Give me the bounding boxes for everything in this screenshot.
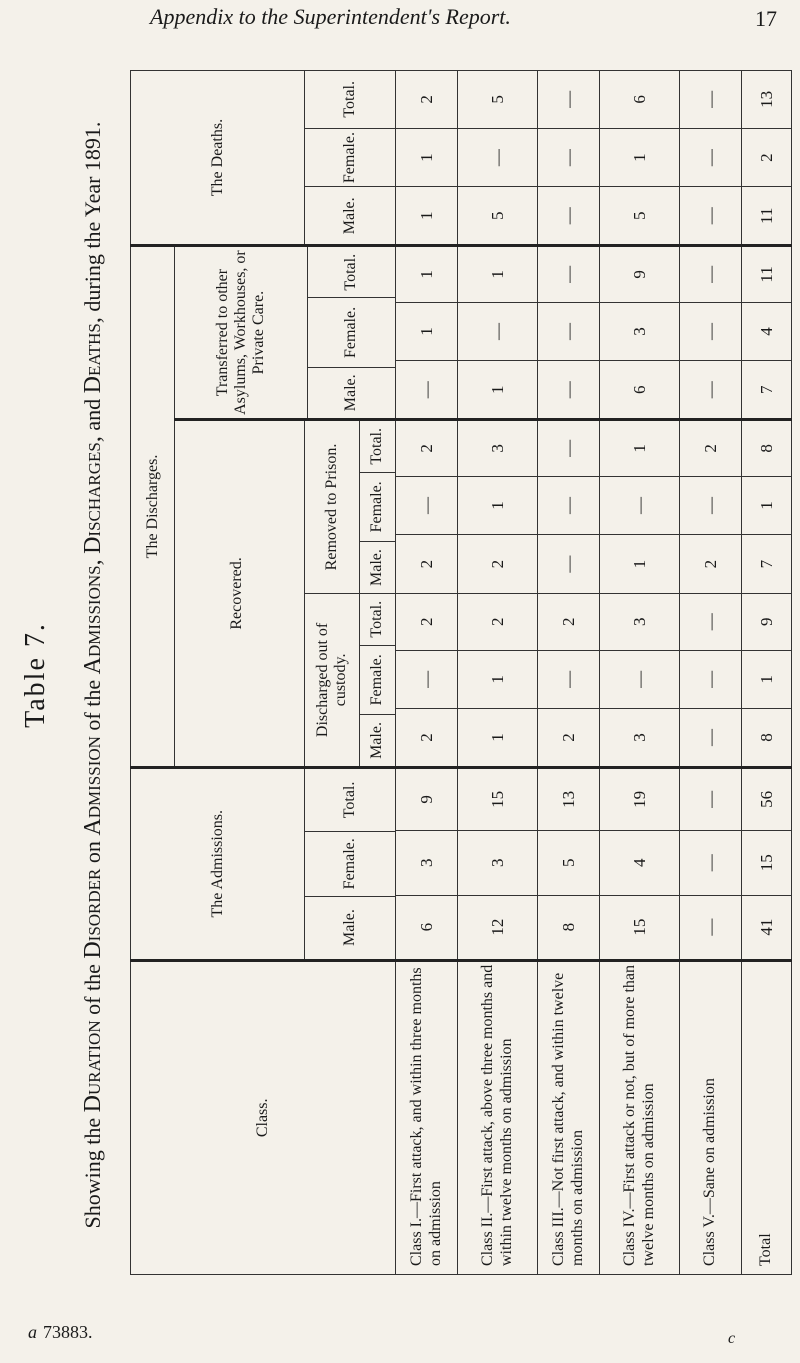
pri-cell: 2 — [458, 535, 538, 594]
tra-cell: 3 — [600, 302, 680, 361]
dea-cell: 5 — [458, 187, 538, 246]
dea-female-header: Female. — [305, 128, 395, 187]
pri-cell: — — [538, 420, 600, 477]
tra-cell: — — [680, 302, 742, 361]
dis-cell: 1 — [742, 650, 792, 709]
footer-mark: c — [728, 1330, 736, 1347]
table-label: Table 7. — [20, 622, 51, 728]
dea-cell: — — [538, 187, 600, 246]
class-cell: Class I.—First attack, and within three months on admission — [396, 960, 458, 1274]
pri-cell: — — [538, 476, 600, 535]
table-subtitle: Showing the Duration of the Disorder on Admission of the Admissions, Discharges, and Deaths, during the Year 1891. — [80, 121, 106, 1229]
adm-cell: 15 — [742, 830, 792, 895]
tra-cell: 1 — [458, 246, 538, 303]
adm-male-header: Male. — [305, 896, 395, 959]
class-header: Class. — [131, 960, 396, 1274]
pri-cell: 1 — [742, 476, 792, 535]
data-table — [130, 70, 792, 1275]
adm-cell: 15 — [458, 767, 538, 830]
dis-cell: 3 — [600, 593, 680, 650]
dea-cell: — — [458, 128, 538, 187]
pri-cell: — — [538, 535, 600, 594]
tra-cell: 1 — [396, 302, 458, 361]
recovered-header: Recovered. — [175, 420, 305, 768]
adm-cell: 3 — [396, 830, 458, 895]
dea-cell: — — [680, 187, 742, 246]
tra-cell: — — [538, 361, 600, 420]
adm-cell: 4 — [600, 830, 680, 895]
dea-cell: 5 — [458, 71, 538, 129]
tra-cell: — — [680, 246, 742, 303]
adm-cell: 3 — [458, 830, 538, 895]
pri-cell: 3 — [458, 420, 538, 477]
pri-cell: 1 — [600, 535, 680, 594]
adm-total-header: Total. — [341, 781, 359, 819]
discharges-header: The Discharges. — [131, 246, 175, 768]
tra-cell: 11 — [742, 246, 792, 303]
adm-cell: 15 — [600, 895, 680, 960]
adm-cell: 19 — [600, 767, 680, 830]
adm-cell: — — [680, 830, 742, 895]
tra-cell: 9 — [600, 246, 680, 303]
dis-cell: 1 — [458, 650, 538, 709]
tra-cell: — — [680, 361, 742, 420]
tra-cell: 6 — [600, 361, 680, 420]
dea-cell: 6 — [600, 71, 680, 129]
tra-cell: 1 — [396, 246, 458, 303]
dea-cell: 1 — [600, 128, 680, 187]
adm-cell: 5 — [538, 830, 600, 895]
dis-cell: — — [396, 650, 458, 709]
class-cell: Class V.—Sane on admission — [680, 960, 742, 1274]
deaths-subcols — [305, 71, 396, 246]
adm-cell: 13 — [538, 767, 600, 830]
table-row — [680, 71, 742, 1275]
dis-cell: 2 — [458, 593, 538, 650]
dis-cell: — — [680, 650, 742, 709]
dea-cell: 5 — [600, 187, 680, 246]
dis-cell: 9 — [742, 593, 792, 650]
class-cell: Class IV.—First attack or not, but of more than twelve months on admission — [600, 960, 680, 1274]
adm-cell: 41 — [742, 895, 792, 960]
dea-cell: — — [538, 71, 600, 129]
table-row — [538, 71, 600, 1275]
tra-cell: 7 — [742, 361, 792, 420]
class-cell: Total — [742, 960, 792, 1274]
pri-cell: 1 — [458, 476, 538, 535]
table-landscape — [20, 55, 776, 1305]
running-title: Appendix to the Superintendent's Report. — [150, 4, 511, 29]
dea-cell: — — [680, 71, 742, 129]
removed-prison-header: Removed to Prison. Male. Female. Total. — [305, 420, 396, 594]
adm-cell: 56 — [742, 767, 792, 830]
dea-cell: 2 — [396, 71, 458, 129]
discharged-out-header: Discharged out of custody. Male. Female. Total. — [305, 593, 396, 767]
dis-cell: 2 — [538, 593, 600, 650]
dis-cell: 2 — [396, 709, 458, 768]
class-cell: Class II.—First attack, above three months and within twelve months on admission — [458, 960, 538, 1274]
tra-cell: — — [538, 302, 600, 361]
footer-signature: a 73883. — [28, 1322, 93, 1342]
dea-cell: 2 — [742, 128, 792, 187]
dea-male-header: Male. — [305, 187, 395, 244]
table-body — [396, 71, 792, 1275]
dis-cell: 1 — [458, 709, 538, 768]
dea-cell: 11 — [742, 187, 792, 246]
dis-cell: 3 — [600, 709, 680, 768]
dea-cell: 13 — [742, 71, 792, 129]
table-row — [600, 71, 680, 1275]
dea-cell: 1 — [396, 187, 458, 246]
dea-cell: 1 — [396, 128, 458, 187]
dis-cell: — — [600, 650, 680, 709]
page-number: 17 — [755, 6, 777, 31]
adm-cell: 9 — [396, 767, 458, 830]
tra-cell: — — [458, 302, 538, 361]
pri-cell: 2 — [396, 535, 458, 594]
pri-cell: 8 — [742, 420, 792, 477]
dis-cell: 2 — [396, 593, 458, 650]
dis-cell: 8 — [742, 709, 792, 768]
tra-cell: — — [396, 361, 458, 420]
tra-cell: — — [538, 246, 600, 303]
dis-cell: — — [680, 593, 742, 650]
adm-female-header: Female. — [305, 832, 395, 897]
pri-cell: 2 — [680, 535, 742, 594]
pri-cell: — — [396, 476, 458, 535]
dea-cell: — — [538, 128, 600, 187]
pri-cell: — — [600, 476, 680, 535]
pri-cell: 2 — [396, 420, 458, 477]
adm-cell: 6 — [396, 895, 458, 960]
pri-cell: 2 — [680, 420, 742, 477]
tra-cell: 4 — [742, 302, 792, 361]
tra-cell: 1 — [458, 361, 538, 420]
dis-cell: — — [538, 650, 600, 709]
table-row — [458, 71, 538, 1275]
adm-cell: — — [680, 767, 742, 830]
adm-cell: 8 — [538, 895, 600, 960]
table-row — [742, 71, 792, 1275]
adm-cell: — — [680, 895, 742, 960]
adm-cell: 12 — [458, 895, 538, 960]
pri-cell: 7 — [742, 535, 792, 594]
dis-cell: 2 — [538, 709, 600, 768]
admissions-header: The Admissions. — [131, 767, 305, 960]
deaths-header: The Deaths. — [131, 71, 305, 246]
pri-cell: — — [680, 476, 742, 535]
table-row — [396, 71, 458, 1275]
admissions-subcols — [305, 767, 396, 960]
transferred-header: Transferred to other Asylums, Workhouses, or Private Care. Male. Female. Total. — [175, 246, 396, 420]
dea-total-header: Total. — [341, 81, 359, 118]
class-cell: Class III.—Not first attack, and within twelve months on admission — [538, 960, 600, 1274]
dis-cell: — — [680, 709, 742, 768]
pri-cell: 1 — [600, 420, 680, 477]
dea-cell: — — [680, 128, 742, 187]
